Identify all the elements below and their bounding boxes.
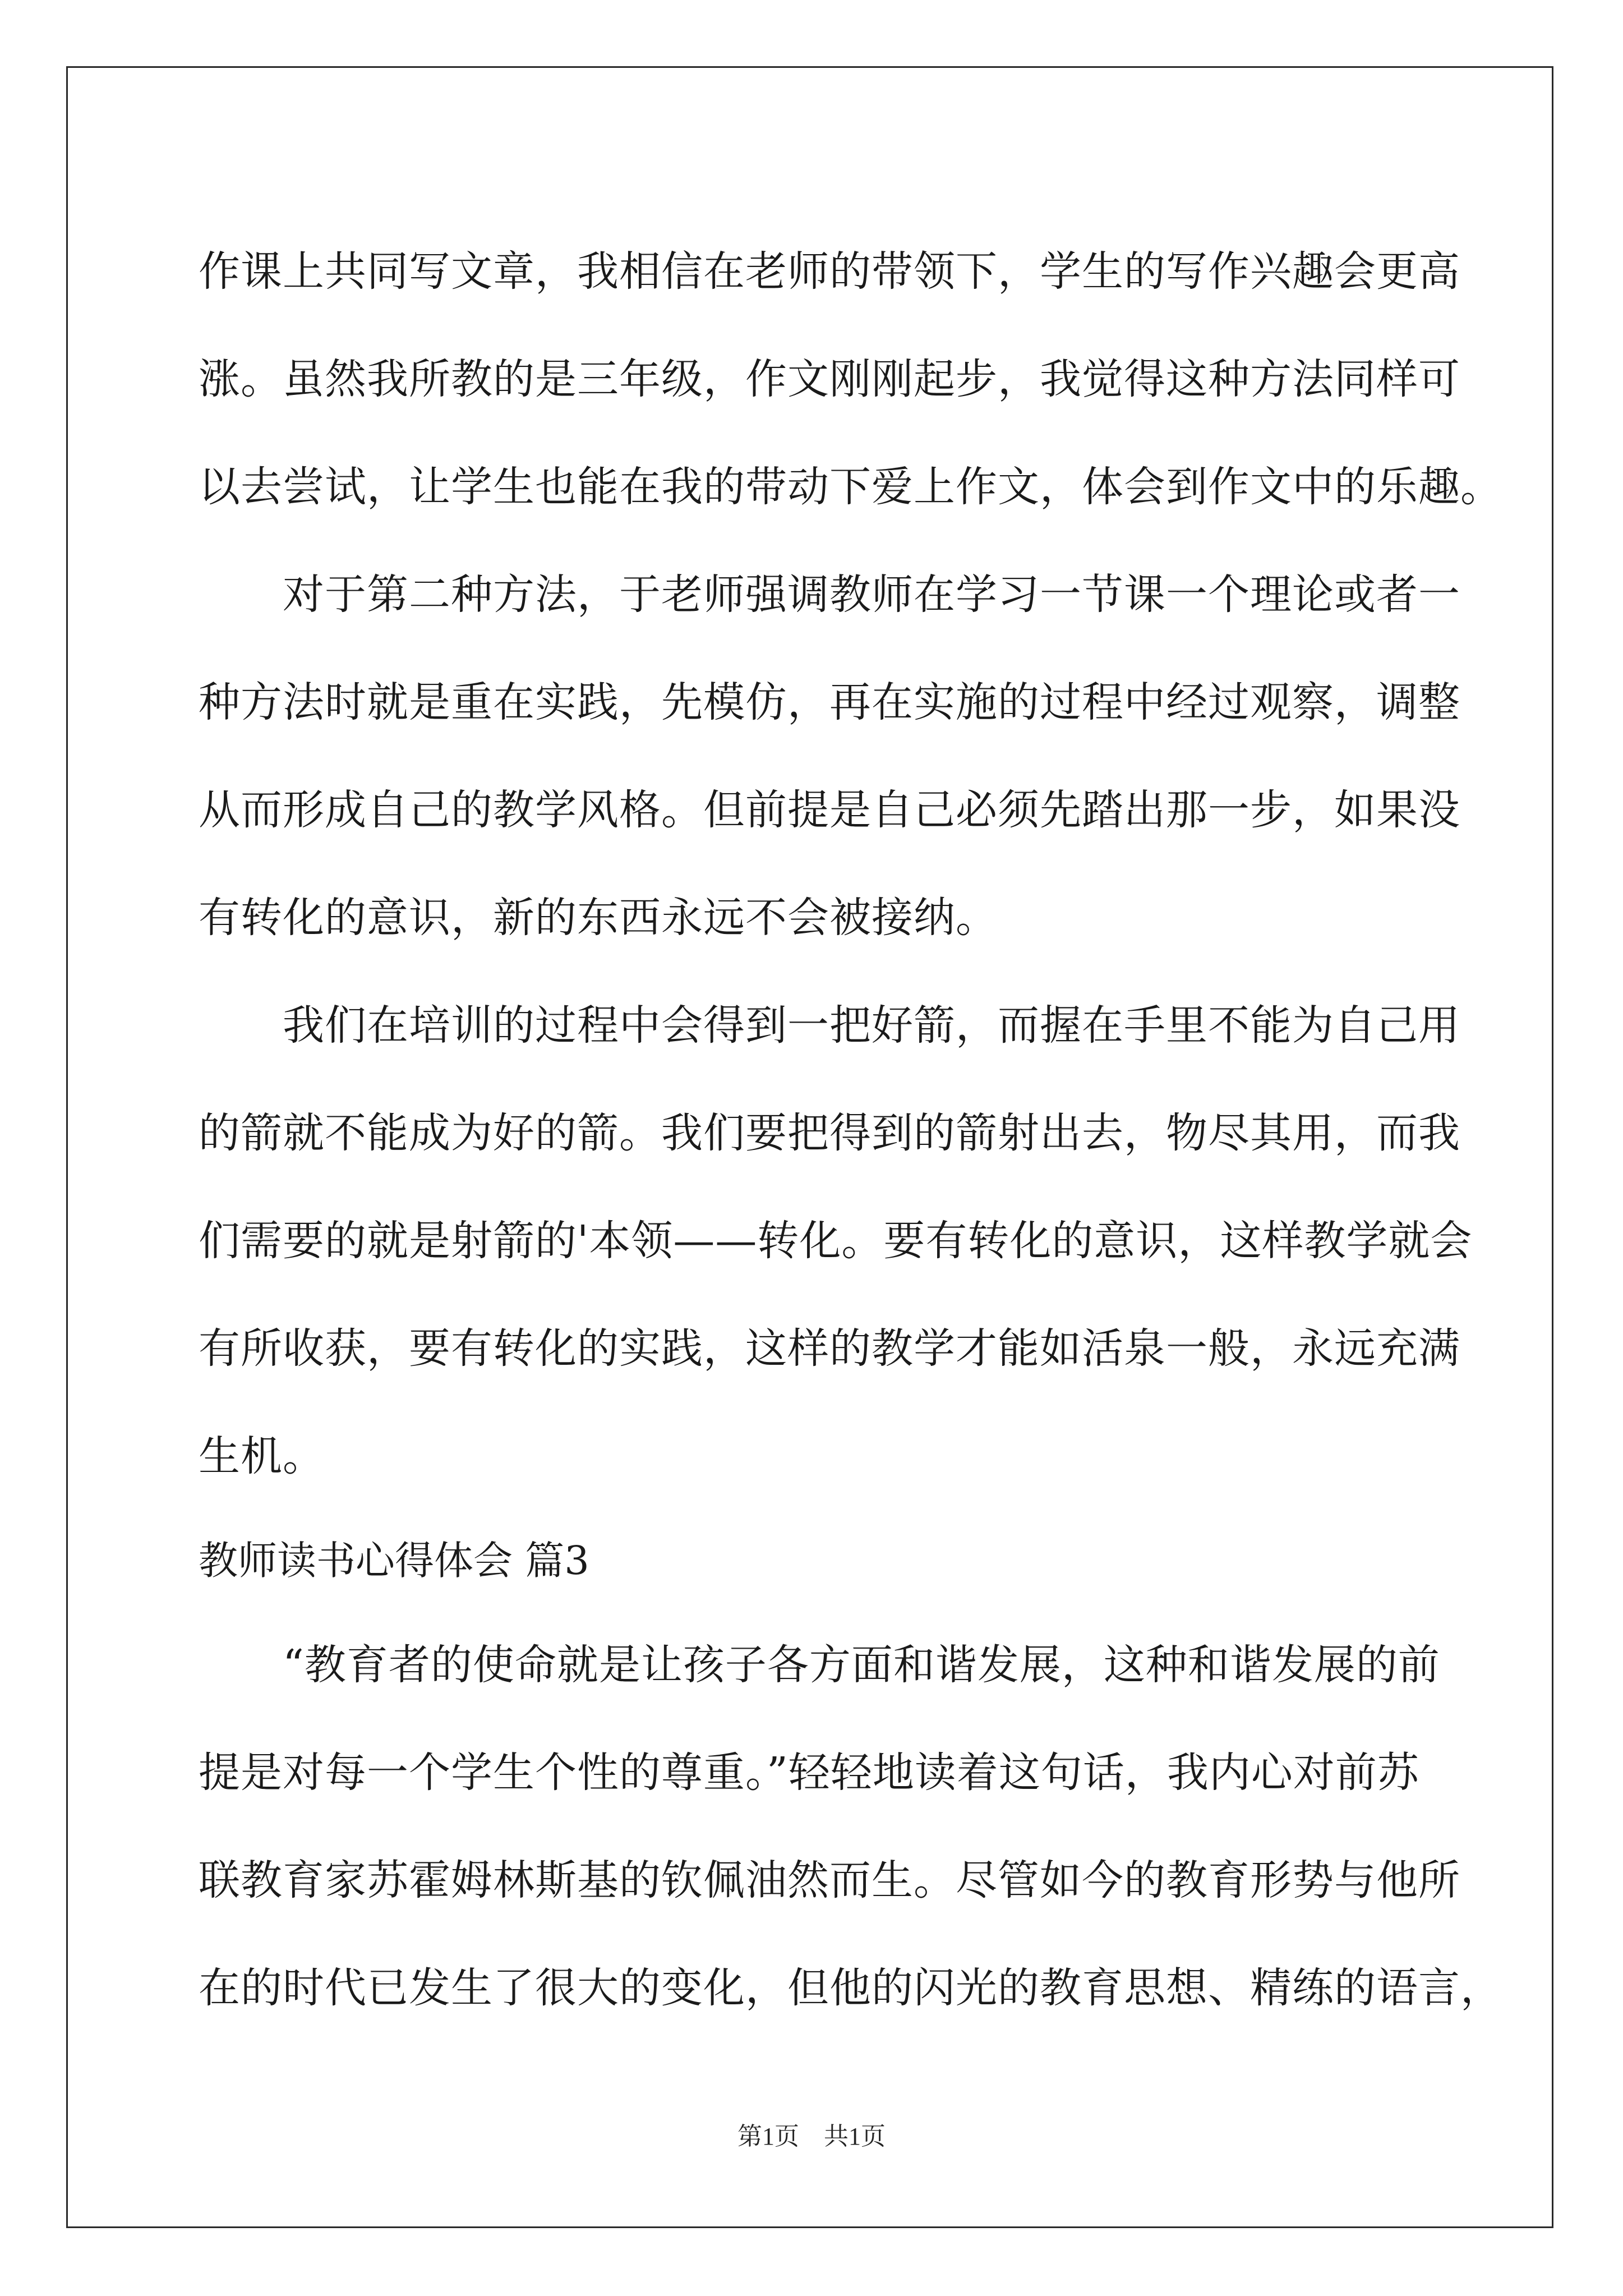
- text-line: 有所收获，要有转化的实践，这样的教学才能如活泉一般，永远充满: [199, 1324, 1460, 1373]
- text-line: 对于第二种方法，于老师强调教师在学习一节课一个理论或者一: [199, 570, 1460, 619]
- text-line: 们需要的就是射箭的'本领——转化。要有转化的意识，这样教学就会: [199, 1217, 1473, 1265]
- text-line: 作课上共同写文章，我相信在老师的带领下，学生的写作兴趣会更高: [199, 247, 1460, 296]
- section-title: 教师读书心得体会 篇3: [199, 1538, 589, 1584]
- document-body: [199, 218, 1502, 2042]
- text-line: 在的时代已发生了很大的变化，但他的闪光的教育思想、精练的语言，: [199, 1964, 1502, 2012]
- text-line: 从而形成自己的教学风格。但前提是自己必须先踏出那一步，如果没: [199, 786, 1460, 834]
- text-line: 以去尝试，让学生也能在我的带动下爱上作文，体会到作文中的乐趣。: [199, 463, 1502, 511]
- text-line: “教育者的使命就是让孩子各方面和谐发展，这种和谐发展的前: [199, 1641, 1440, 1689]
- text-line: 的箭就不能成为好的箭。我们要把得到的箭射出去，物尽其用，而我: [199, 1109, 1460, 1157]
- text-line: 有转化的意识，新的东西永远不会被接纳。: [199, 894, 998, 942]
- text-line: 涨。虽然我所教的是三年级，作文刚刚起步，我觉得这种方法同样可: [199, 355, 1460, 403]
- text-line: 种方法时就是重在实践，先模仿，再在实施的过程中经过观察，调整: [199, 678, 1460, 726]
- page-footer: 第1页 共1页: [737, 2123, 886, 2150]
- text-line: 提是对每一个学生个性的尊重。”轻轻地读着这句话，我内心对前苏: [199, 1749, 1419, 1797]
- text-line: 联教育家苏霍姆林斯基的钦佩油然而生。尽管如今的教育形势与他所: [199, 1856, 1460, 1904]
- text-line: 生机。: [199, 1432, 325, 1480]
- text-line: 我们在培训的过程中会得到一把好箭，而握在手里不能为自己用: [199, 1001, 1460, 1050]
